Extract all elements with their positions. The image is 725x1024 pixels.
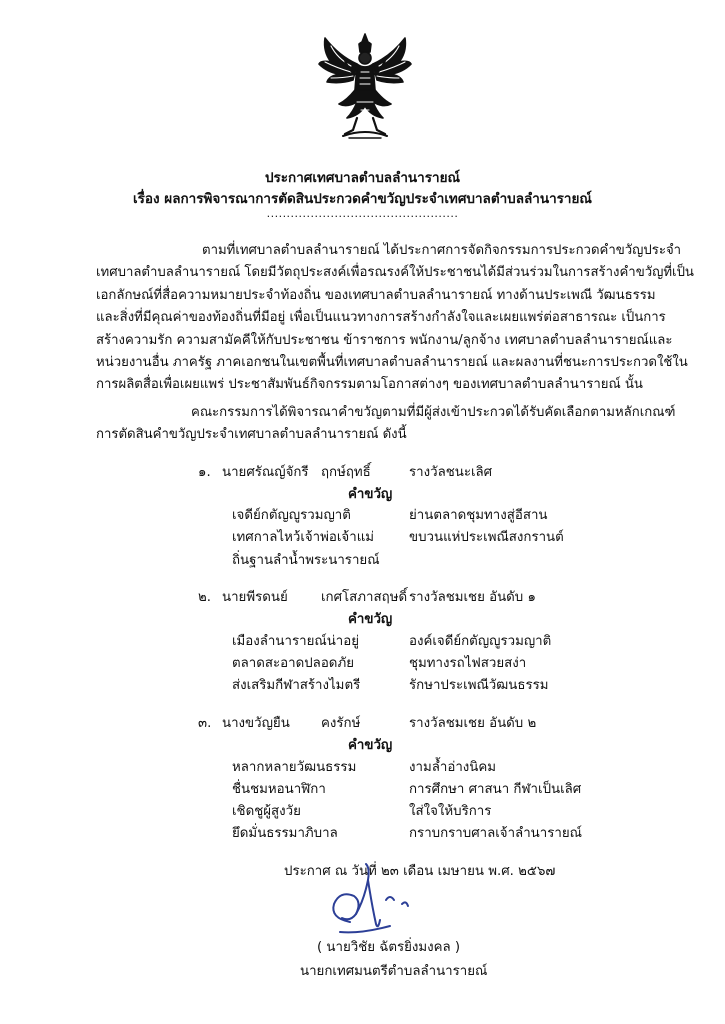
winner-number: ๑. [198,465,211,480]
paragraph-line: การผลิตสื่อเพื่อเผยแพร่ ประชาสัมพันธ์กิจกรรมตามโอกาสต่างๆ ของเทศบาลตำบลลำนารายณ์ นั้น [96,377,643,393]
slogan-line: ถิ่นฐานลำน้ำพระนารายณ์ [232,553,380,568]
announcement-subject: เรื่อง ผลการพิจารณาการตัดสินประกวดคำขวัญประจำเทศบาลตำบลลำนารายณ์ [133,191,592,207]
slogan-line: เทศกาลไหว้เจ้าพ่อเจ้าแม่ [232,530,375,545]
winner-last-name: เกศโสภาสฤษดิ์ [321,590,408,605]
slogan-line: เมืองลำนารายณ์น่าอยู่ [232,634,360,649]
slogan-line: งามล้ำอ่างนิคม [409,760,497,775]
slogan-line: การศึกษา ศาสนา กีฬาเป็นเลิศ [409,782,582,797]
garuda-emblem-icon [317,30,413,142]
winner-first-name: นายศรัณญ์จักรี [222,465,309,480]
slogan-line: ย่านตลาดชุมทางสู่อีสาน [409,508,548,523]
winner-last-name: ฤกษ์ฤทธิ์ [321,465,371,480]
title-divider: ................................................ [266,207,459,220]
winner-last-name: คงรักษ์ [321,716,361,731]
paragraph-line: ตามที่เทศบาลตำบลลำนารายณ์ ได้ประกาศการจัดกิจกรรมการประกวดคำขวัญประจำ [202,243,682,258]
intro-paragraph [96,240,694,397]
slogan-line: ใส่ใจให้บริการ [409,804,492,819]
slogan-line: ขบวนแห่ประเพณีสงกรานต์ [409,530,564,545]
winner-award: รางวัลชมเชย อันดับ ๒ [409,716,537,731]
announcement-date: ประกาศ ณ วันที่ ๒๓ เดือน เมษายน พ.ศ. ๒๕๖๗ [284,864,556,879]
winner-number: ๒. [198,590,211,605]
paragraph-line: คณะกรรมการได้พิจารณาคำขวัญตามที่มีผู้ส่งเข้าประกวดได้รับคัดเลือกตามหลักเกณฑ์ [191,405,676,420]
slogan-line: ชุมทางรถไฟสวยสง่า [409,656,527,671]
decision-paragraph [96,402,676,447]
slogan-line: องค์เจดีย์กตัญญูรวมญาติ [409,634,552,649]
slogan-line: เจดีย์กตัญญูรวมญาติ [232,508,351,523]
paragraph-line: หน่วยงานอื่น ภาครัฐ ภาคเอกชนในเขตพื้นที่เทศบาลตำบลลำนารายณ์ และผลงานที่ชนะการประกวดใช้ใน [96,355,688,371]
slogan-line: ยึดมั่นธรรมาภิบาล [232,826,338,841]
signer-name: ( นายวิชัย ฉัตรยิ่งมงคล ) [317,940,461,955]
slogan-header: คำขวัญ [348,612,393,627]
slogan-header: คำขวัญ [348,738,393,753]
handwritten-signature [320,860,450,940]
paragraph-line: การตัดสินคำขวัญประจำเทศบาลตำบลลำนารายณ์ ดังนี้ [96,427,407,443]
slogan-line: ตลาดสะอาดปลอดภัย [232,656,354,671]
winner-award: รางวัลชมเชย อันดับ ๑ [409,590,536,605]
slogan-line: ชื่นชมหอนาฬิกา [232,782,326,797]
paragraph-line: และสิ่งที่มีคุณค่าของท้องถิ่นที่มีอยู่ เพื่อเป็นแนวทางการสร้างกำลังใจและเผยแพร่ต่อสาธารณะ เป็นการ [96,310,666,326]
slogan-line: รักษาประเพณีวัฒนธรรม [409,678,549,693]
winner-award: รางวัลชนะเลิศ [409,465,493,480]
paragraph-line: เทศบาลตำบลลำนารายณ์ โดยมีวัตถุประสงค์เพื่อรณรงค์ให้ประชาชนได้มีส่วนร่วมในการสร้างคำขวัญที่เป็น [96,265,694,281]
slogan-line: กราบกราบศาลเจ้าลำนารายณ์ [409,826,582,841]
slogan-line: หลากหลายวัฒนธรรม [232,760,357,775]
paragraph-line: เอกลักษณ์ที่สื่อความหมายประจำท้องถิ่น ของเทศบาลตำบลลำนารายณ์ ทางด้านประเพณี วัฒนธรรม [96,287,656,303]
winner-number: ๓. [198,716,212,731]
winner-first-name: นายพีรดนย์ [222,590,288,605]
slogan-header: คำขวัญ [348,487,393,502]
slogan-line: ส่งเสริมกีฬาสร้างไมตรี [232,678,361,693]
paragraph-line: สร้างความรัก ความสามัคคีให้กับประชาชน ข้าราชการ พนักงาน/ลูกจ้าง เทศบาลตำบลลำนารายณ์และ [96,332,673,348]
slogan-line: เชิดชูผู้สูงวัย [232,804,301,819]
signer-position: นายกเทศมนตรีตำบลลำนารายณ์ [300,964,488,979]
winner-first-name: นางขวัญยืน [222,716,290,731]
announcement-title: ประกาศเทศบาลตำบลลำนารายณ์ [264,170,461,186]
